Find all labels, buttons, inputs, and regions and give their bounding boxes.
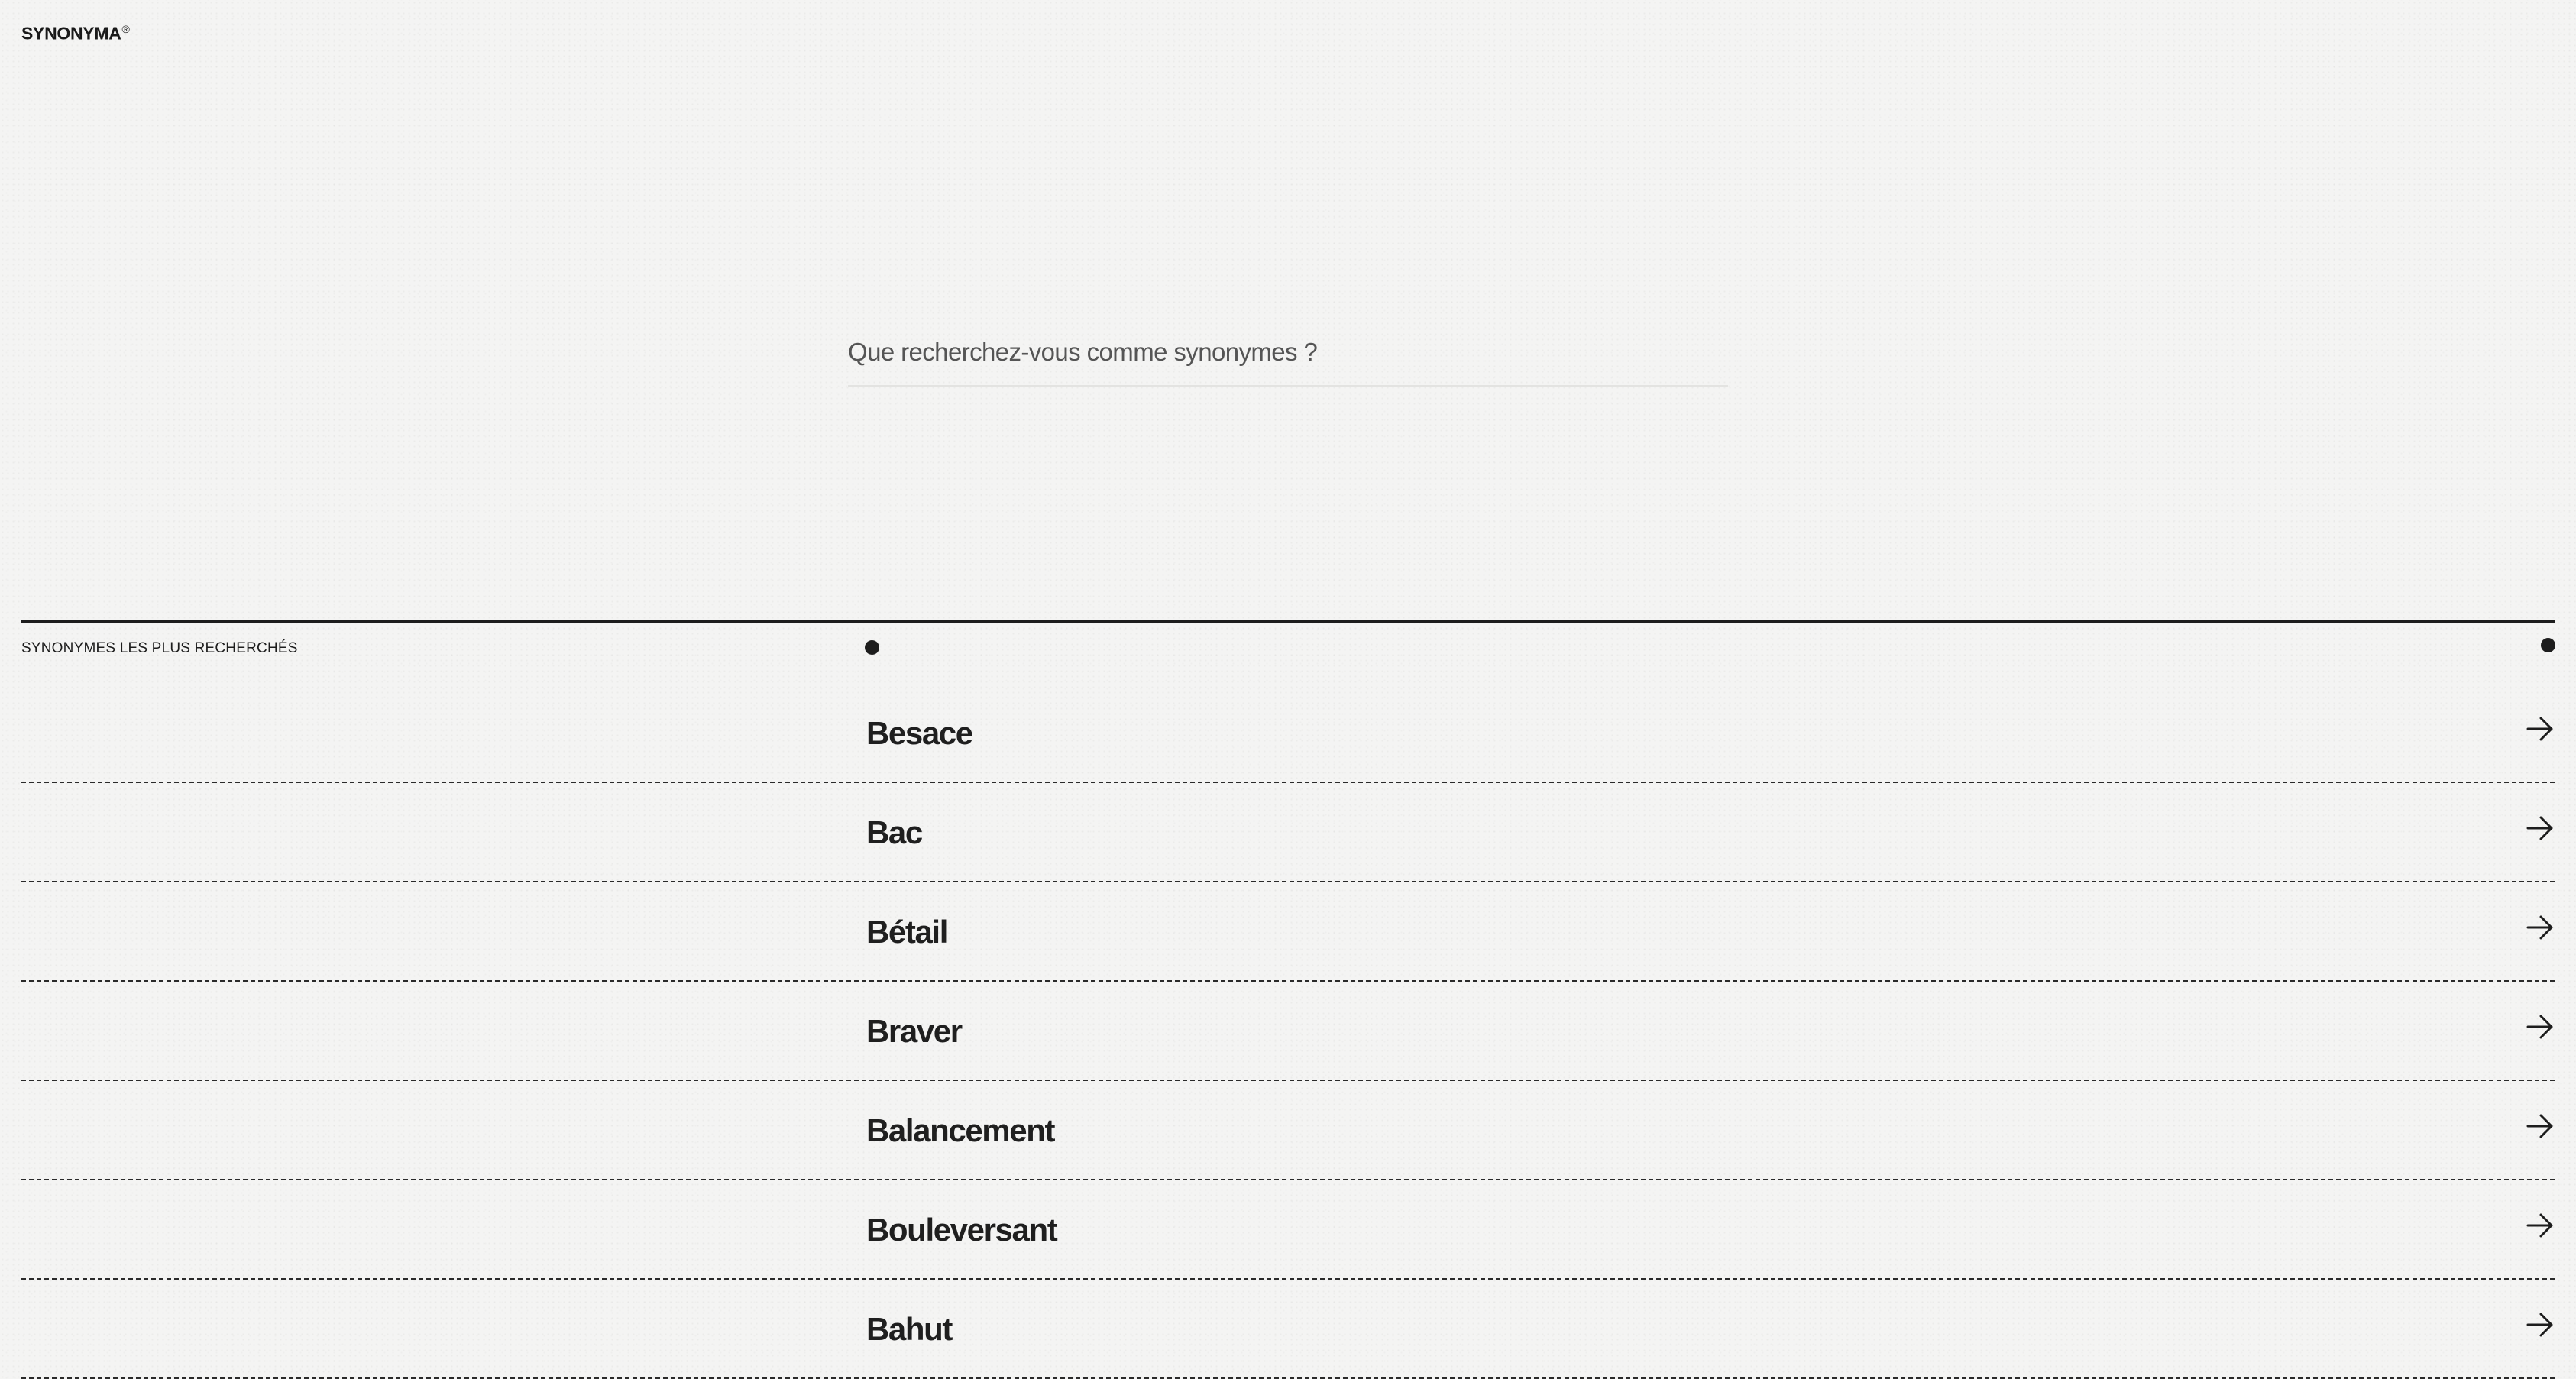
- list-item-word: Besace: [866, 715, 972, 751]
- arrow-right-icon: [2526, 913, 2555, 942]
- bullet-dot-icon: [865, 640, 879, 655]
- list-item[interactable]: [21, 982, 2555, 1081]
- brand-name: SYNONYMA: [21, 23, 121, 44]
- arrow-right-icon: [2526, 1012, 2555, 1041]
- section-divider: [21, 620, 2555, 623]
- list-item-word: Braver: [866, 1013, 962, 1049]
- list-item[interactable]: [21, 1180, 2555, 1280]
- arrow-right-icon: [2526, 1310, 2555, 1339]
- list-item-word: Bétail: [866, 914, 947, 950]
- registered-mark: ®: [121, 23, 130, 35]
- arrow-right-icon: [2526, 1211, 2555, 1240]
- arrow-right-icon: [2526, 814, 2555, 843]
- section-label: SYNONYMES LES PLUS RECHERCHÉS: [21, 640, 298, 656]
- list-item[interactable]: [21, 684, 2555, 783]
- list-item[interactable]: [21, 1280, 2555, 1379]
- list-item-word: Bac: [866, 814, 922, 850]
- popular-synonyms-list: [21, 684, 2555, 1379]
- list-item-word: Bouleversant: [866, 1212, 1057, 1248]
- list-item-word: Bahut: [866, 1311, 952, 1347]
- list-item-word: Balancement: [866, 1112, 1055, 1148]
- arrow-right-icon: [2526, 1112, 2555, 1141]
- search-box: [848, 330, 1728, 387]
- list-item[interactable]: [21, 783, 2555, 882]
- arrow-right-icon: [2526, 714, 2555, 743]
- list-item[interactable]: [21, 882, 2555, 982]
- search-input[interactable]: [848, 330, 1728, 385]
- list-item[interactable]: [21, 1081, 2555, 1180]
- brand-logo[interactable]: [21, 23, 130, 44]
- bullet-dot-icon: [2541, 638, 2555, 652]
